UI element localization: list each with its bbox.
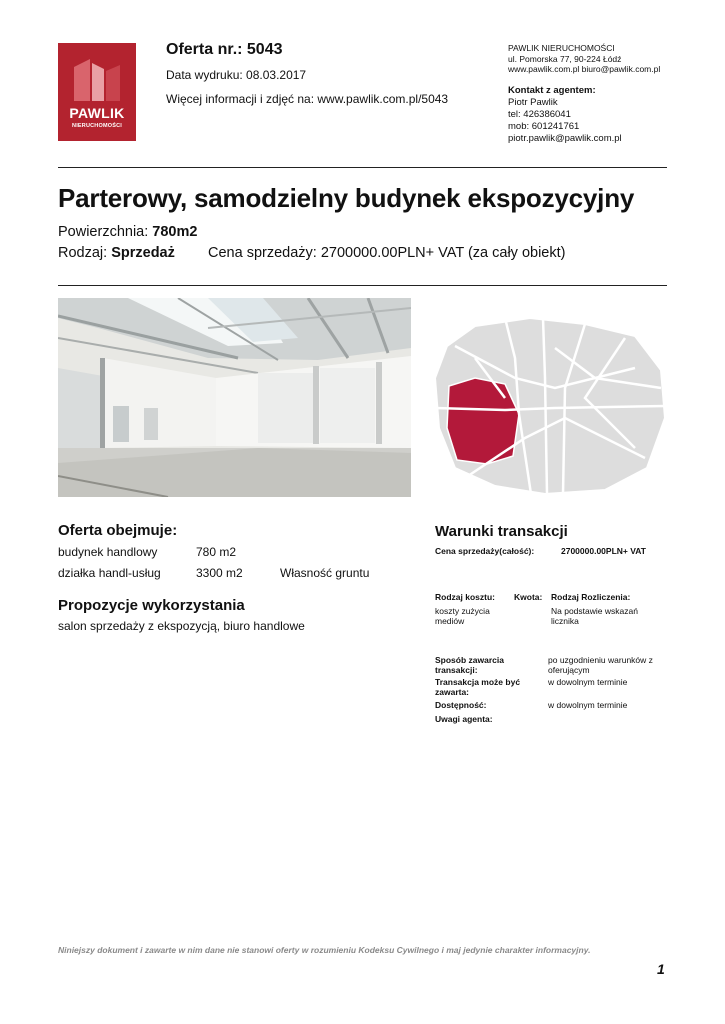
- divider-top: [58, 167, 667, 168]
- price-value: 2700000.00PLN+ VAT: [561, 546, 646, 556]
- cost-amount-header: Kwota:: [514, 592, 543, 602]
- contact-heading: Kontakt z agentem:: [508, 85, 596, 96]
- agent-name: Piotr Pawlik: [508, 97, 558, 108]
- price-label: Cena sprzedaży(całość):: [435, 546, 535, 556]
- agency-web-email[interactable]: www.pawlik.com.pl biuro@pawlik.com.pl: [508, 64, 661, 74]
- agent-tel: tel: 426386041: [508, 109, 571, 120]
- when-label: Transakcja może być zawarta:: [435, 677, 521, 697]
- offer-includes-heading: Oferta obejmuje:: [58, 522, 178, 539]
- kind-value: Sprzedaż: [111, 245, 175, 261]
- agent-mob: mob: 601241761: [508, 121, 580, 132]
- cost-settlement-value: Na podstawie wskazań licznika: [551, 606, 638, 626]
- building-icon: [70, 57, 124, 103]
- company-logo: [58, 43, 136, 141]
- cost-type-value: koszty zużycia mediów: [435, 606, 490, 626]
- listing-kind: Rodzaj: Sprzedaż: [58, 245, 175, 261]
- location-map: [435, 318, 667, 494]
- include-value-2: 3300 m2: [196, 566, 243, 580]
- more-info-link[interactable]: Więcej informacji i zdjęć na: www.pawlik.com.pl/5043: [166, 92, 449, 106]
- usage-heading: Propozycje wykorzystania: [58, 597, 245, 614]
- availability-label: Dostępność:: [435, 700, 487, 710]
- cost-type-header: Rodzaj kosztu:: [435, 592, 495, 602]
- agent-notes-label: Uwagi agenta:: [435, 714, 493, 724]
- agency-address: ul. Pomorska 77, 90-224 Łódź: [508, 53, 622, 64]
- logo-name: PAWLIK: [69, 105, 125, 121]
- logo-subtitle: NIERUCHOMOŚCI: [72, 123, 122, 129]
- listing-title: Parterowy, samodzielny budynek ekspozycyjny: [58, 183, 635, 213]
- cost-settlement-header: Rodzaj Rozliczenia:: [551, 592, 631, 602]
- property-photo: [58, 298, 411, 497]
- include-name-1: budynek handlowy: [58, 545, 158, 559]
- usage-text: salon sprzedaży z ekspozycją, biuro handlowe: [58, 619, 305, 633]
- agency-name: PAWLIK NIERUCHOMOŚCI: [508, 43, 615, 53]
- include-note-2: Własność gruntu: [280, 566, 370, 580]
- agent-email[interactable]: piotr.pawlik@pawlik.com.pl: [508, 133, 622, 144]
- listing-area: Powierzchnia: 780m2: [58, 224, 198, 240]
- disclaimer: Niniejszy dokument i zawarte w nim dane nie stanowi oferty w rozumieniu Kodeksu Cywilnego i maj jedynie charakter informacyjny.: [58, 945, 591, 955]
- print-date: Data wydruku: 08.03.2017: [166, 68, 307, 82]
- include-name-2: działka handl-usług: [58, 566, 161, 580]
- conclusion-label: Sposób zawarcia transakcji:: [435, 655, 504, 675]
- availability-value: w dowolnym terminie: [548, 700, 628, 710]
- conclusion-value: po uzgodnieniu warunków z oferującym: [548, 655, 653, 675]
- area-value: 780m2: [152, 224, 198, 240]
- when-value: w dowolnym terminie: [548, 677, 628, 687]
- terms-heading: Warunki transakcji: [435, 523, 568, 540]
- include-value-1: 780 m2: [196, 545, 237, 559]
- offer-number: Oferta nr.: 5043: [166, 41, 283, 58]
- listing-price: Cena sprzedaży: 2700000.00PLN+ VAT (za cały obiekt): [208, 245, 566, 261]
- page-number: 1: [657, 961, 665, 977]
- agent-contact: [508, 85, 622, 145]
- divider-middle: [58, 285, 667, 286]
- agency-info: [508, 43, 660, 75]
